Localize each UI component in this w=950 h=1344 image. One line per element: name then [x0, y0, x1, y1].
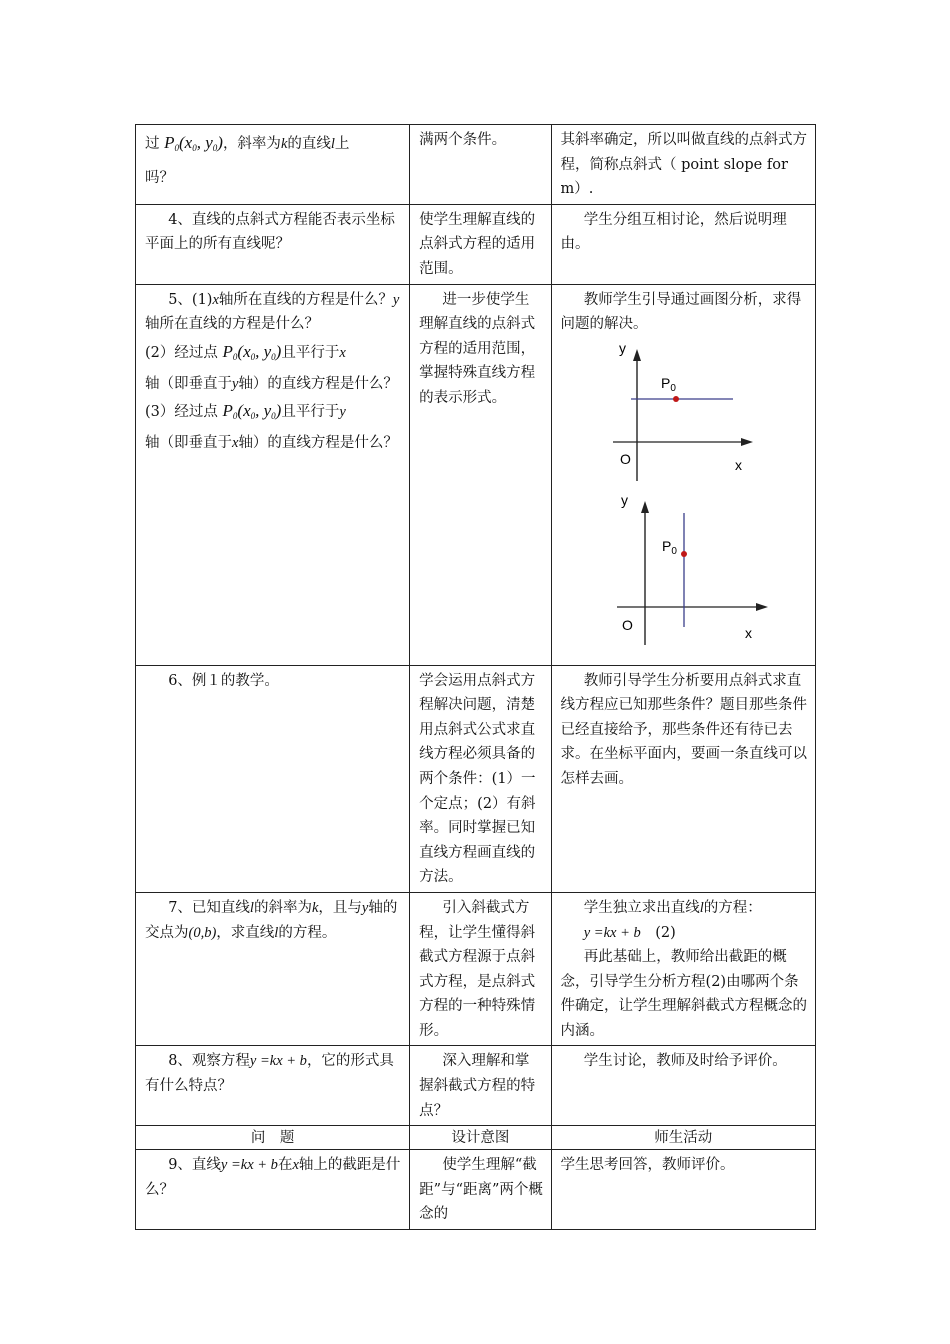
question-cell: 4、直线的点斜式方程能否表示坐标平面上的所有直线呢？: [136, 204, 410, 284]
design-intent-cell: 使学生理解直线的点斜式方程的适用范围。: [410, 204, 551, 284]
design-intent-cell: 学会运用点斜式方程解决问题，清楚用点斜式公式求直线方程必须具备的两个条件：(1）一个定点；(2）有斜率。同时掌握已知直线方程画直线的方法。: [410, 665, 551, 892]
table-row: [136, 125, 816, 205]
table-row: [136, 1046, 816, 1126]
y-axis-label: y: [618, 340, 626, 356]
x-axis-label: x: [734, 456, 742, 473]
table-row: [136, 284, 816, 665]
header-activity: 师生活动: [551, 1126, 815, 1150]
question-cell: 过 $P_0(x_0$, $y_0$)，斜率为k的直线l上 吗？: [136, 125, 410, 205]
origin-label: O: [621, 616, 633, 633]
question-cell: 8、观察方程y =kx + b，它的形式具有什么特点？: [136, 1046, 410, 1126]
point-label: $P_0$: [661, 537, 677, 557]
header-question: 问 题: [136, 1126, 410, 1150]
x-axis-label: x: [744, 624, 752, 641]
design-intent-cell: 满两个条件。: [410, 125, 551, 205]
figure-horizontal-line: [613, 341, 753, 481]
y-axis-label: y: [620, 491, 628, 508]
question-cell: 5、(1)x轴所在直线的方程是什么？y轴所在直线的方程是什么？ (2）经过点 $P_0(x_0$, $y_0$)且平行于x 轴（即垂直于y轴）的直线方程是什么？ (3）经过点 $P_0(x_0$, $y_0$)且平行于y 轴（即垂直于x轴）的直线方程是什么？: [136, 284, 410, 665]
header-design-intent: 设计意图: [410, 1126, 551, 1150]
table-header-row: [136, 1126, 816, 1150]
lesson-table: [135, 124, 816, 1230]
design-intent-cell: 引入斜截式方程，让学生懂得斜截式方程源于点斜式方程，是点斜式方程的一种特殊情形。: [410, 892, 551, 1046]
table-row: [136, 204, 816, 284]
activity-cell: 学生讨论，教师及时给予评价。: [551, 1046, 815, 1126]
origin-label: O: [619, 450, 631, 467]
point-label: $P_0$: [660, 374, 676, 394]
design-intent-cell: 深入理解和掌握斜截式方程的特点？: [410, 1046, 551, 1126]
figure-vertical-line: [617, 492, 768, 645]
activity-cell: 学生分组互相讨论，然后说明理由。: [551, 204, 815, 284]
design-intent-cell: 进一步使学生理解直线的点斜式方程的适用范围，掌握特殊直线方程的表示形式。: [410, 284, 551, 665]
activity-cell: 其斜率确定，所以叫做直线的点斜式方程，简称点斜式（ point slope form）.: [551, 125, 815, 205]
math-p0: $P_0(x_0$, $y_0$): [164, 133, 223, 153]
design-intent-cell: 使学生理解“截距”与“距离”两个概念的: [410, 1150, 551, 1230]
table-row: [136, 892, 816, 1046]
table-row: [136, 665, 816, 892]
question-cell: 6、例１的教学。: [136, 665, 410, 892]
activity-cell: 教师引导学生分析要用点斜式求直线方程应已知那些条件？题目那些条件已经直接给予，那些条件还有待已去求。在坐标平面内，要画一条直线可以怎样去画。: [551, 665, 815, 892]
question-cell: 7、已知直线l的斜率为k，且与y轴的交点为(0,b)，求直线l的方程。: [136, 892, 410, 1046]
table-row: [136, 1150, 816, 1230]
question-cell: 9、直线y =kx + b在x轴上的截距是什么？: [136, 1150, 410, 1230]
coordinate-figures: [561, 341, 789, 651]
math-p0: $P_0(x_0$, $y_0$): [222, 401, 282, 422]
activity-cell: 学生独立求出直线l的方程： y =kx + b (2) 再此基础上，教师给出截距的概念，引导学生分析方程(2)由哪两个条件确定，让学生理解斜截式方程概念的内涵。: [551, 892, 815, 1046]
math-p0: $P_0(x_0$, $y_0$): [222, 341, 282, 362]
activity-cell: 学生思考回答，教师评价。: [551, 1150, 815, 1230]
activity-cell: 教师学生引导通过画图分析，求得问题的解决。 y x O $P_0$ y x O $P_0$: [551, 284, 815, 665]
